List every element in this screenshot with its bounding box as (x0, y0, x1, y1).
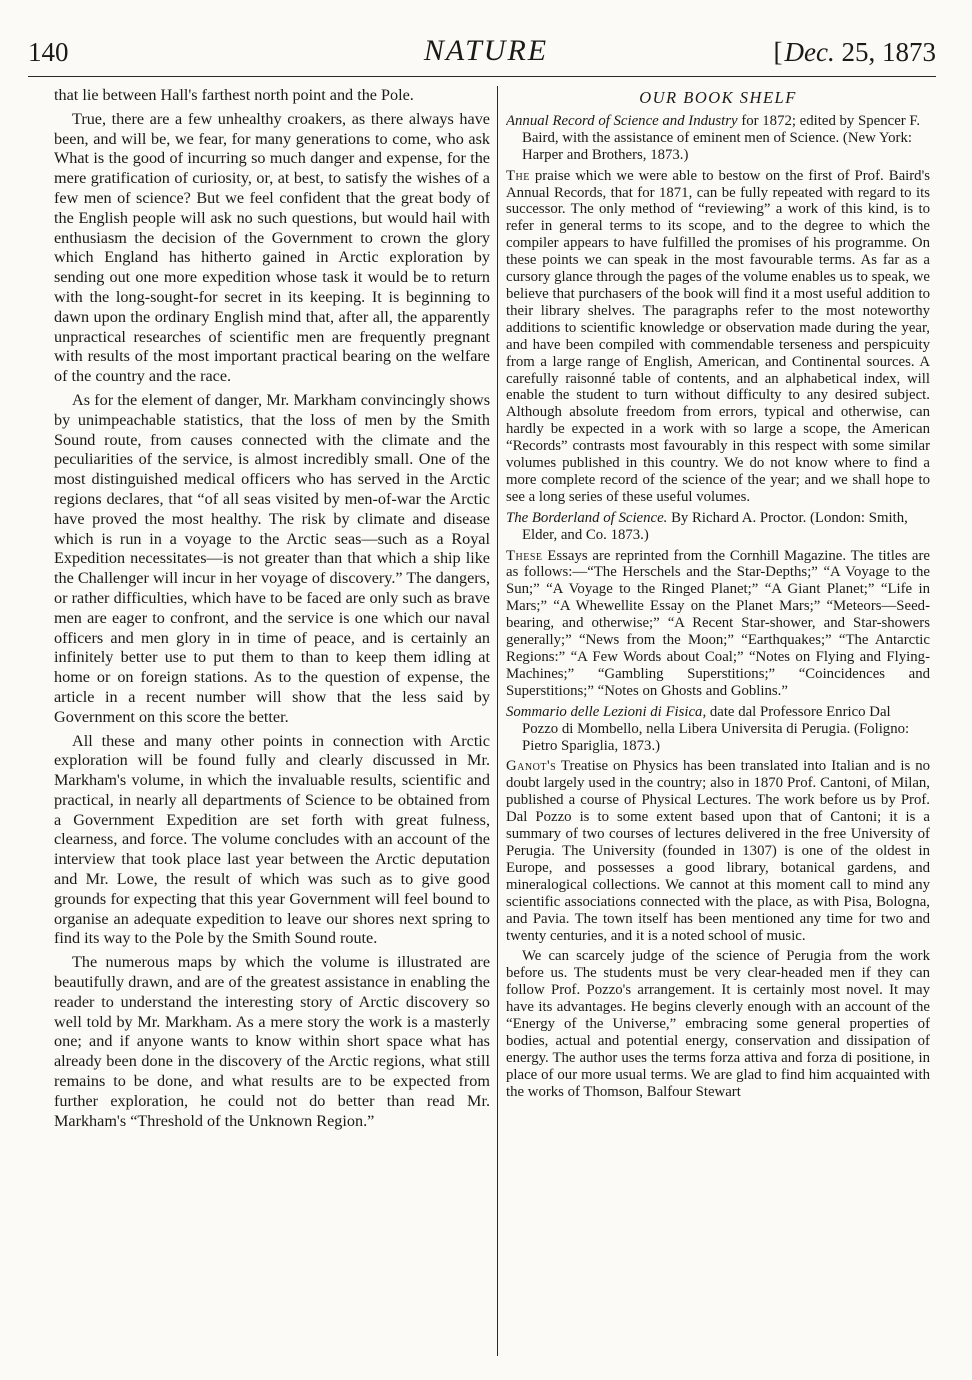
page-number: 140 (28, 37, 69, 67)
book-heading (506, 113, 930, 164)
lead-word: The (506, 167, 530, 184)
review-paragraph (506, 548, 930, 700)
article-paragraph: that lie between Hall's farthest north point and the Pole. (54, 86, 414, 104)
journal-title: NATURE (423, 34, 549, 67)
section-title: OUR BOOK SHELF (639, 88, 797, 107)
article-paragraph: As for the element of danger, Mr. Markham convincingly shows by unimpeachable statistics, that the loss of men by the Smith Sound route, from causes connected with the climate and the peculiarities of the service, is almost incredibly small. One of the most distinguished medical officers who has served in the Arctic regions declares, that “of all seas visited by men-of-war the Arctic have proved the most healthy. The risk by climate and disease which is run in a voyage to the Arctic seas—such as a Royal Expedition necessitates—is not greater than that which a ship like the Challenger will incur in her voyage of discovery.” The dangers, or rather difficulties, which have to be faced are only such as brave men are eager to confront, and the service is one which our naval officers and men glory in in time of peace, and is certainly an infinitely better use to put them to than to keep them idling at home or on foreign stations. As to the question of expense, the article in a recent number will show that the less said by Government on this score the better. (54, 390, 490, 726)
book-title: The Borderland of Science. (506, 509, 668, 526)
review-text: Essays are reprinted from the Cornhill Magazine. The titles are as follows:—“The Herschels and the Star-Depths;” “A Voyage to the Sun;” “A Voyage to the Ringed Planet;” “A Giant Planet;” “Life in Mars;” “A Whewellite Essay on the Planet Mars;” “Meteors—Seed-bearing, and otherwise;” “A Recent Star-shower, and Star-showers generally;” “News from the Moon;” “Earthquakes;” “The Antarctic Regions:” “A Few Words about Coal;” “Notes on Flying and Flying-Machines;” “Gambling Superstitions;” “Coincidences and Superstitions;” “Notes on Ghosts and Goblins.” (506, 547, 930, 699)
right-column (506, 86, 930, 1105)
book-details: date dal Professore Enrico Dal Pozzo di Mombello, nella Libera Universita di Perugia. (Foligno: Pietro Spariglia, 1873.) (522, 703, 910, 754)
article-paragraph: True, there are a few unhealthy croakers, as there always have been, and will be, we fear, for many generations to come, who ask What is the good of incurring so much danger and expense, for the mere gratification of curiosity, or, at best, to satisfy the wishes of a few men of science? But we feel confident that the great body of the English people will ask no such questions, but would hail with enthusiasm the decision of the Government to crown the glory which England has hitherto gained in Arctic exploration by sending out one more expedition whose task it would be to return with the long-sought-for secret in its keeping. It is beginning to dawn upon the ordinary English mind that, after all, the apparently unpractical researches of scientific men are frequently pregnant with results of the most important practical bearing on the welfare of the country and the race. (54, 109, 490, 386)
book-title: Sommario delle Lezioni di Fisica, (506, 703, 707, 720)
book-details: By Richard A. Proctor. (London: Smith, Elder, and Co. 1873.) (522, 509, 908, 543)
review-paragraph (506, 168, 930, 506)
review-paragraph (506, 758, 930, 944)
review-text: praise which we were able to bestow on the first of Prof. Baird's Annual Records, that for 1871, can be fully repeated with regard to its successor. The only method of “reviewing” a work of this kind, is to refer in general terms to its scope, and to the degree to which the compiler appears to have fulfilled the promises of his programme. On these points we can speak in the most favourable terms. As far as a cursory glance through the pages of the volume enables us to speak, we believe that purchasers of the book will find it a most useful addition to their library shelves. The paragraphs refer to the most noteworthy additions to scientific knowledge or observation made during the year, and have been compiled with commendable terseness and perspicuity from a large range of English, American, and Continental sources. A carefully raisonné table of contents, and an alphabetical index, will enable the student to turn without difficulty to any desired subject. Although absolute freedom from errors, typical and otherwise, can hardly be expected in a work with so large a scope, the American “Records” contrasts most favourably in this respect with some similar volumes published in this country. We do not know where to find a more complete record of the science of the year; and we shall hope to see a long series of these useful volumes. (506, 167, 930, 505)
article-paragraph: All these and many other points in connection with Arctic exploration will be found fully and clearly discussed in Mr. Markham's volume, in which the invaluable results, scientific and practical, in nearly all departments of Science to be obtained from a Government Expedition are set forth with great fulness, clearness, and force. The volume concludes with an account of the interview that took place last year between the Arctic deputation and Mr. Lowe, the result of which was such as to give good grounds for expecting that this year Government will feel bound to organise an adequate expedition to leave our shores next spring to find its way to the Pole by the Smith Sound route. (54, 731, 490, 948)
page-header (0, 28, 972, 72)
lead-word: Ganot's (506, 758, 557, 775)
book-details: for 1872; edited by Spencer F. Baird, with the assistance of eminent men of Science. (New York: Harper and Brothers, 1873.) (522, 112, 921, 163)
book-heading (506, 510, 930, 544)
column-divider (497, 86, 498, 1356)
review-text: Treatise on Physics has been translated into Italian and is no doubt largely used in the country; also in 1870 Prof. Cantoni, of Milan, published a course of Physical Lectures. The work before us by Prof. Dal Pozzo is to some extent based upon that of Cantoni; it is a summary of two courses of lectures delivered in the free University of Perugia. The University (founded in 1307) is one of the oldest in Europe, and possesses a good library, botanical gardens, and mineralogical collections. We cannot at this moment call to mind any scientific associations connected with the place, as with Pisa, Bologna, and Pavia. The town itself has been mentioned any time for two and twenty centuries, and it is a noted school of music. (506, 758, 930, 944)
header-rule (28, 76, 936, 77)
review-paragraph: We can scarcely judge of the science of Perugia from the work before us. The students must be very clear-headed men if they can follow Prof. Pozzo's arrangement. It is certainly most novel. It may have its advantages. He begins cleverly enough with an account of the “Energy of the Universe,” embracing some general properties of bodies, actual and potential energy, conservation and dissipation of energy. The author uses the terms forza attiva and forza di positione, in place of our more usual terms. We are glad to find him acquainted with the works of Thomson, Balfour Stewart (506, 948, 930, 1100)
issue-date-month: Dec. (784, 37, 835, 67)
left-column (54, 86, 490, 1135)
article-paragraph: The numerous maps by which the volume is illustrated are beautifully drawn, and are of the greatest assistance in enabling the reader to understand the interesting story of Arctic discovery so well told by Mr. Markham. As a mere story the work is a masterly one; and if anyone wants to know within short space what has already been done in the discovery of the Arctic regions, what still remains to be done, and what results are to be expected from further exploration, he could not do better than read Mr. Markham's “Threshold of the Unknown Region.” (54, 953, 490, 1130)
book-title: Annual Record of Science and Industry (506, 112, 738, 129)
issue-date-rest: 25, 1873 (841, 37, 936, 67)
book-heading (506, 704, 930, 755)
issue-date: [Dec. 25, 1873 (773, 37, 936, 67)
lead-word: These (506, 547, 543, 564)
